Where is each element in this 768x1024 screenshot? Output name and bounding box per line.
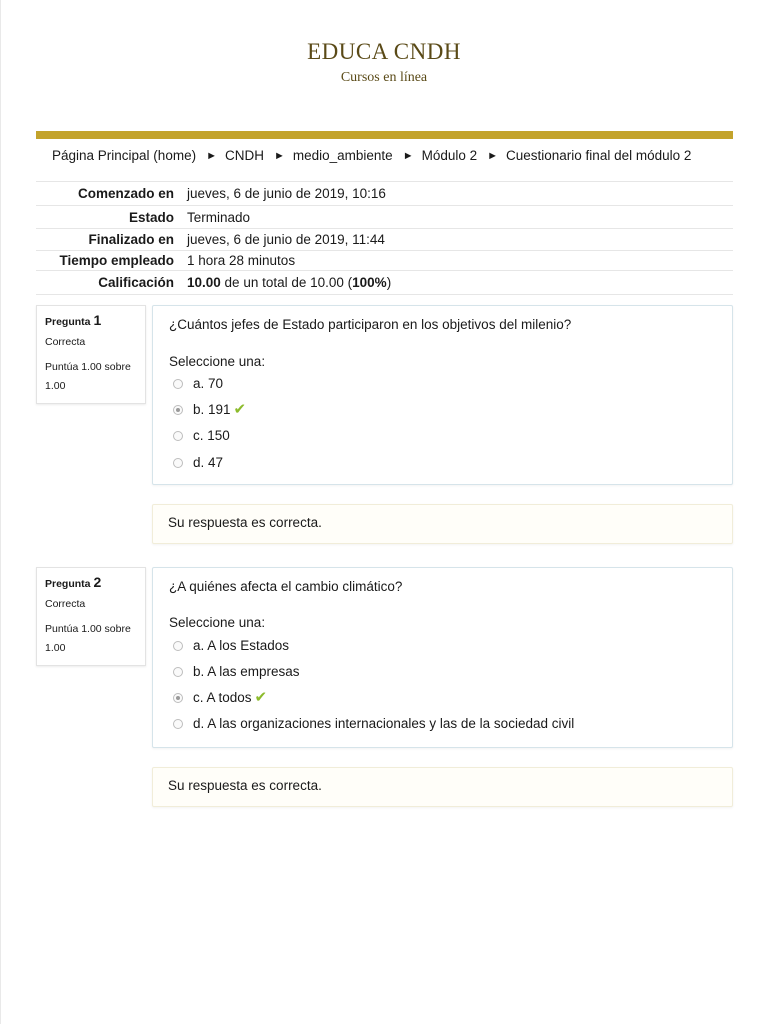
radio-button[interactable] xyxy=(173,458,183,468)
summary-value: 1 hora 28 minutos xyxy=(187,253,296,268)
page-edge xyxy=(0,0,1,1024)
summary-value: Terminado xyxy=(187,209,251,225)
question-info-2 xyxy=(36,567,146,666)
summary-row-finished xyxy=(36,229,733,251)
radio-button[interactable] xyxy=(173,641,183,651)
question-number: 2 xyxy=(93,574,102,590)
grade-percent: 100% xyxy=(352,275,387,290)
answer-option-c[interactable] xyxy=(173,690,267,705)
grade-total: de un total de 10.00 ( xyxy=(220,275,353,290)
answer-prompt: Seleccione una: xyxy=(169,354,266,369)
question-state: Correcta xyxy=(45,598,86,610)
checkmark-icon: ✔ xyxy=(254,689,268,706)
question-feedback-2: Su respuesta es correcta. xyxy=(152,767,733,807)
summary-label: Tiempo empleado xyxy=(59,253,174,268)
breadcrumb-home[interactable]: Página Principal (home) xyxy=(52,148,197,163)
answer-option-a[interactable] xyxy=(173,638,289,653)
grade-score: 10.00 xyxy=(187,275,221,290)
radio-button[interactable] xyxy=(173,431,183,441)
checkmark-icon: ✔ xyxy=(233,401,247,418)
summary-label: Estado xyxy=(128,209,174,225)
radio-button-selected[interactable] xyxy=(173,693,183,703)
question-info-1 xyxy=(36,305,146,404)
radio-button[interactable] xyxy=(173,379,183,389)
triangle-right-icon: ► xyxy=(206,149,217,162)
summary-value: jueves, 6 de junio de 2019, 10:16 xyxy=(187,186,386,201)
question-text: ¿A quiénes afecta el cambio climático? xyxy=(169,579,403,594)
question-content-1 xyxy=(152,305,733,485)
triangle-right-icon: ► xyxy=(487,149,499,162)
header-divider-bar xyxy=(36,131,733,139)
triangle-right-icon: ► xyxy=(273,149,285,162)
option-label: a. A los Estados xyxy=(193,638,290,653)
answer-option-b[interactable] xyxy=(173,664,300,679)
question-grade: Puntúa 1.00 sobre 1.00 xyxy=(45,623,131,654)
answer-option-a[interactable] xyxy=(173,376,223,391)
site-subtitle: Cursos en línea xyxy=(340,70,428,85)
question-label: Pregunta xyxy=(45,578,91,590)
option-label: a. 70 xyxy=(193,376,224,391)
answer-option-b[interactable] xyxy=(173,402,246,417)
site-header xyxy=(0,38,768,86)
question-number: 1 xyxy=(93,312,102,328)
question-number-line xyxy=(45,312,137,328)
summary-row-time xyxy=(36,251,733,271)
question-grade: Puntúa 1.00 sobre 1.00 xyxy=(45,361,131,392)
attempt-summary-table xyxy=(36,181,733,295)
summary-label: Comenzado en xyxy=(77,186,174,201)
site-title[interactable]: EDUCA CNDH xyxy=(307,39,461,64)
question-text: ¿Cuántos jefes de Estado participaron en los objetivos del milenio? xyxy=(169,317,572,332)
option-label: b. A las empresas xyxy=(193,664,300,679)
summary-value xyxy=(187,275,733,290)
answer-option-d[interactable] xyxy=(173,455,223,470)
option-label: c. A todos xyxy=(193,690,252,705)
breadcrumb-cndh[interactable]: CNDH xyxy=(224,148,264,163)
question-label: Pregunta xyxy=(45,316,91,328)
question-number-line xyxy=(45,574,137,590)
grade-close: ) xyxy=(386,275,392,290)
summary-label: Calificación xyxy=(98,275,174,290)
answer-prompt: Seleccione una: xyxy=(169,615,266,630)
answer-option-c[interactable] xyxy=(173,428,230,443)
summary-label: Finalizado en xyxy=(88,232,174,247)
summary-value: jueves, 6 de junio de 2019, 11:44 xyxy=(187,232,385,247)
triangle-right-icon: ► xyxy=(402,149,414,162)
option-label: d. 47 xyxy=(193,455,224,470)
radio-button-selected[interactable] xyxy=(173,405,183,415)
question-feedback-1: Su respuesta es correcta. xyxy=(152,504,733,544)
answer-option-d[interactable] xyxy=(173,716,574,731)
breadcrumb-quiz[interactable]: Cuestionario final del módulo 2 xyxy=(506,148,692,163)
breadcrumb xyxy=(52,148,691,163)
breadcrumb-course[interactable]: medio_ambiente xyxy=(292,148,393,163)
breadcrumb-module[interactable]: Módulo 2 xyxy=(421,148,478,163)
summary-row-state xyxy=(36,206,733,229)
question-content-2 xyxy=(152,567,733,748)
question-state: Correcta xyxy=(45,336,86,348)
option-label: c. 150 xyxy=(193,428,230,443)
radio-button[interactable] xyxy=(173,719,183,729)
summary-row-grade xyxy=(36,271,733,295)
radio-button[interactable] xyxy=(173,667,183,677)
summary-row-started xyxy=(36,182,733,206)
option-label: d. A las organizaciones internacionales y las de la sociedad civil xyxy=(193,716,575,731)
option-label: b. 191 xyxy=(193,402,231,417)
